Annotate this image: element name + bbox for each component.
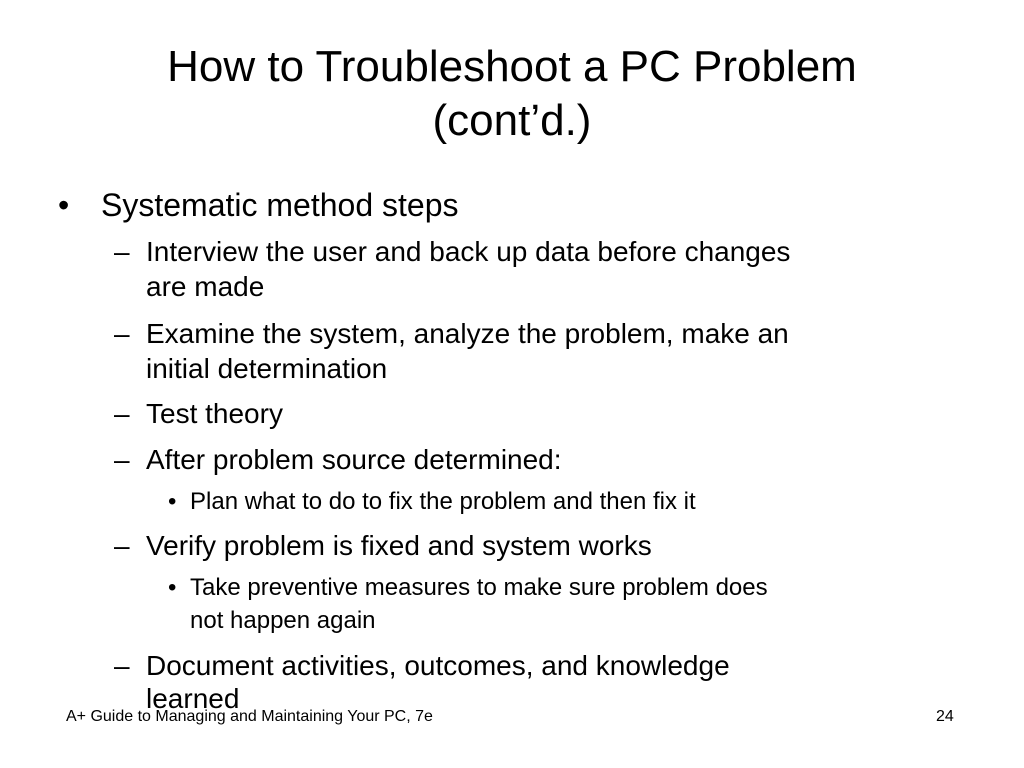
dash-icon: – bbox=[114, 236, 130, 267]
dash-icon: – bbox=[114, 444, 130, 475]
sub-sub-bullet-preventive-line1: Take preventive measures to make sure problem does bbox=[190, 574, 768, 601]
footer-page-number: 24 bbox=[936, 708, 954, 725]
dash-icon: – bbox=[114, 398, 130, 429]
slide-title bbox=[60, 40, 964, 148]
sub-bullet-test-theory: Test theory bbox=[146, 398, 283, 429]
sub-bullet-document-line2: learned bbox=[146, 683, 240, 714]
sub-sub-bullet-preventive-line2: not happen again bbox=[190, 607, 376, 634]
slide-title-line2: (cont’d.) bbox=[432, 96, 592, 145]
sub-bullet-interview-line1: Interview the user and back up data before changes bbox=[146, 236, 791, 267]
sub-bullet-examine-line1: Examine the system, analyze the problem, make an bbox=[146, 318, 789, 349]
bullet-icon: • bbox=[168, 488, 177, 515]
dash-icon: – bbox=[114, 530, 130, 561]
bullet-icon: • bbox=[168, 574, 177, 601]
sub-bullet-examine-line2: initial determination bbox=[146, 353, 388, 384]
sub-bullet-document-line1: Document activities, outcomes, and knowledge bbox=[146, 650, 730, 681]
slide-title-line1: How to Troubleshoot a PC Problem bbox=[167, 42, 857, 91]
sub-bullet-interview-line2: are made bbox=[146, 271, 265, 302]
dash-icon: – bbox=[114, 318, 130, 349]
sub-bullet-after-problem-source: After problem source determined: bbox=[146, 444, 562, 475]
sub-bullet-verify-fixed: Verify problem is fixed and system works bbox=[146, 530, 652, 561]
bullet-systematic-method-steps: Systematic method steps bbox=[101, 187, 459, 223]
sub-sub-bullet-plan-fix: Plan what to do to fix the problem and then fix it bbox=[190, 488, 696, 515]
bullet-icon: • bbox=[58, 187, 70, 223]
footer-book-title: A+ Guide to Managing and Maintaining Your PC, 7e bbox=[66, 708, 433, 725]
dash-icon: – bbox=[114, 650, 130, 681]
